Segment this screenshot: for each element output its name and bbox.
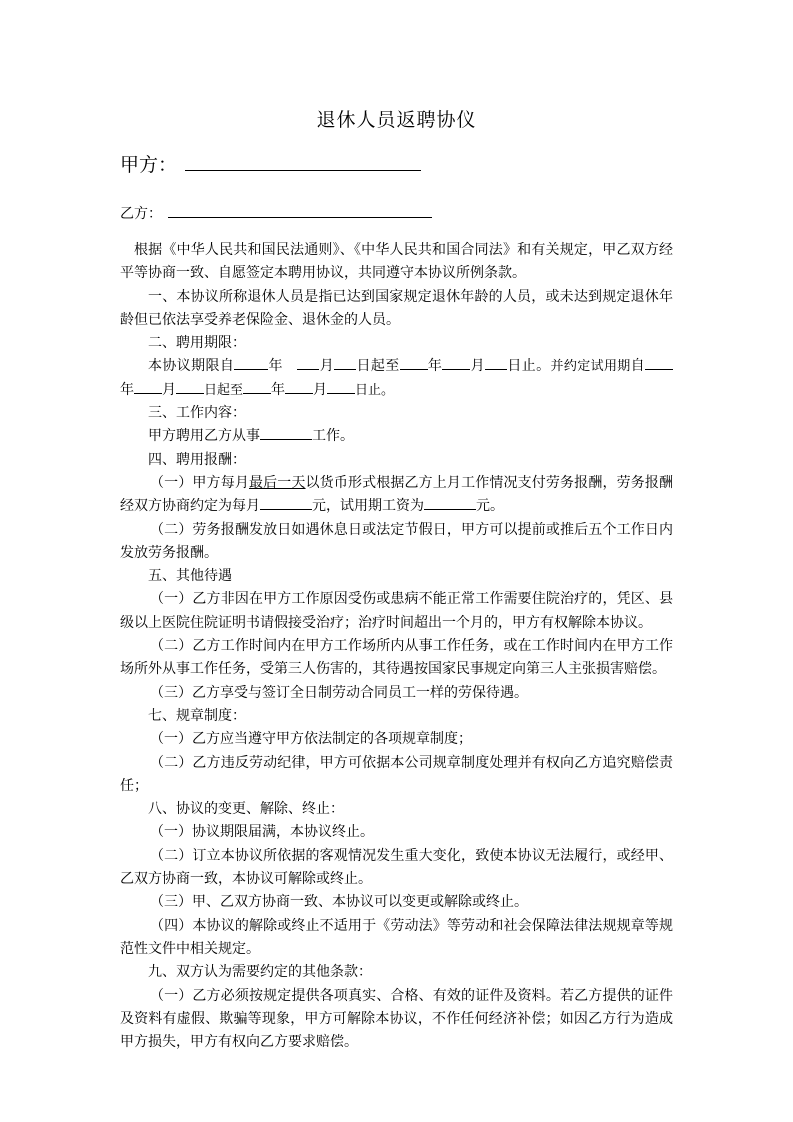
clause-7-heading: 七、规章制度： — [148, 707, 246, 724]
clause-8-item-2: （二）订立本协议所依据的客观情况发生重大变化，致使本协议无法履行，或经甲、乙双方协商一致，本协议可解除或终止。 — [120, 847, 673, 888]
clause-9-item-1: （一）乙方必须按规定提供各项真实、合格、有效的证件及资料。若乙方提供的证件及资料有虚假、欺骗等现象，甲方可解除本协议，不作任何经济补偿；如因乙方行为造成甲方损失，甲方有权向乙方要求赔偿。 — [120, 987, 673, 1051]
party-a-line — [120, 150, 421, 177]
clause-5-item-2: （二）乙方工作时间内在甲方工作场所内从事工作任务，或在工作时间内在甲方工作场所外从事工作任务，受第三人伤害的，其待遇按国家民事规定向第三人主张损害赔偿。 — [120, 638, 673, 678]
intro-paragraph: 根据《中华人民共和国民法通则》、《中华人民共和国合同法》和有关规定，甲乙双方经平等协商一致、自愿签定本聘用协议，共同遵守本协议所例条款。 — [120, 242, 673, 282]
clause-5-item-1: （一）乙方非因在甲方工作原因受伤或患病不能正常工作需要住院治疗的，凭区、县级以上医院住院证明书请假接受治疗；治疗时间超出一个月的，甲方有权解除本协议。 — [120, 591, 673, 631]
clause-9-heading: 九、双方认为需要约定的其他条款： — [148, 964, 372, 981]
monthly-pay-blank[interactable] — [260, 496, 312, 510]
trial-end-month-blank[interactable] — [285, 380, 313, 394]
trial-end-day-blank[interactable] — [327, 380, 355, 394]
clause-3-content: 甲方聘用乙方从事 工作。 — [148, 428, 354, 445]
trial-start-year-blank[interactable] — [645, 356, 673, 370]
trial-start-day-blank[interactable] — [176, 380, 204, 394]
party-b-line — [120, 203, 432, 223]
clause-2-heading: 二、聘用期限： — [148, 335, 246, 352]
trial-start-month-blank[interactable] — [134, 380, 162, 394]
clause-1: 一、本协议所称退休人员是指已达到国家规定退休年龄的人员，或未达到规定退休年龄但已依法享受养老保险金、退休金的人员。 — [120, 288, 673, 328]
trial-end-year-blank[interactable] — [243, 380, 271, 394]
job-blank[interactable] — [260, 426, 312, 440]
party-a-blank[interactable] — [185, 152, 421, 171]
clause-2-term: 本协议期限自 年 月 日起至 年 月 日止。并约定试用期自年 月 日起至 年 月 日止。 — [120, 355, 673, 402]
clause-7-item-2: （二）乙方违反劳动纪律，甲方可依据本公司规章制度处理并有权向乙方追究赔偿责任； — [120, 754, 673, 794]
start-year-blank[interactable] — [234, 356, 268, 370]
last-day-link[interactable]: 最后一天 — [248, 474, 306, 491]
end-day-blank[interactable] — [485, 356, 507, 370]
end-month-blank[interactable] — [442, 356, 470, 370]
clause-4-heading: 四、聘用报酬： — [148, 451, 246, 468]
end-year-blank[interactable] — [400, 356, 428, 370]
party-b-label: 乙方： — [120, 206, 162, 222]
party-a-label: 甲方： — [120, 154, 178, 176]
clause-8-item-4: （四）本协议的解除或终止不适用于《劳动法》等劳动和社会保障法律法规规章等规范性文件中相关规定。 — [120, 917, 673, 957]
clause-5-item-3: （三）乙方享受与签订全日制劳动合同员工一样的劳保待遇。 — [150, 684, 528, 701]
clause-4-item-2: （二）劳务报酬发放日如遇休息日或法定节假日，甲方可以提前或推后五个工作日内发放劳务报酬。 — [120, 521, 673, 561]
start-month-blank[interactable] — [297, 356, 319, 370]
clause-8-item-3: （三）甲、乙双方协商一致、本协议可以变更或解除或终止。 — [150, 894, 528, 911]
clause-5-heading: 五、其他待遇 — [148, 568, 232, 585]
clause-7-item-1: （一）乙方应当遵守甲方依法制定的各项规章制度； — [150, 731, 472, 748]
document-title: 退休人员返聘协仪 — [316, 109, 477, 131]
agreement-body — [120, 239, 673, 1054]
clause-4-item-1: （一）甲方每月最后一天以货币形式根据乙方上月工作情况支付劳务报酬，劳务报酬经双方协商约定为每月 元，试用期工资为 元。 — [120, 474, 674, 515]
clause-8-heading: 八、协议的变更、解除、终止： — [148, 801, 344, 818]
clause-8-item-1: （一）协议期限届满，本协议终止。 — [150, 824, 374, 841]
clause-3-heading: 三、工作内容： — [148, 405, 246, 422]
party-b-blank[interactable] — [168, 205, 432, 218]
start-day-blank[interactable] — [334, 356, 356, 370]
trial-pay-blank[interactable] — [424, 496, 476, 510]
